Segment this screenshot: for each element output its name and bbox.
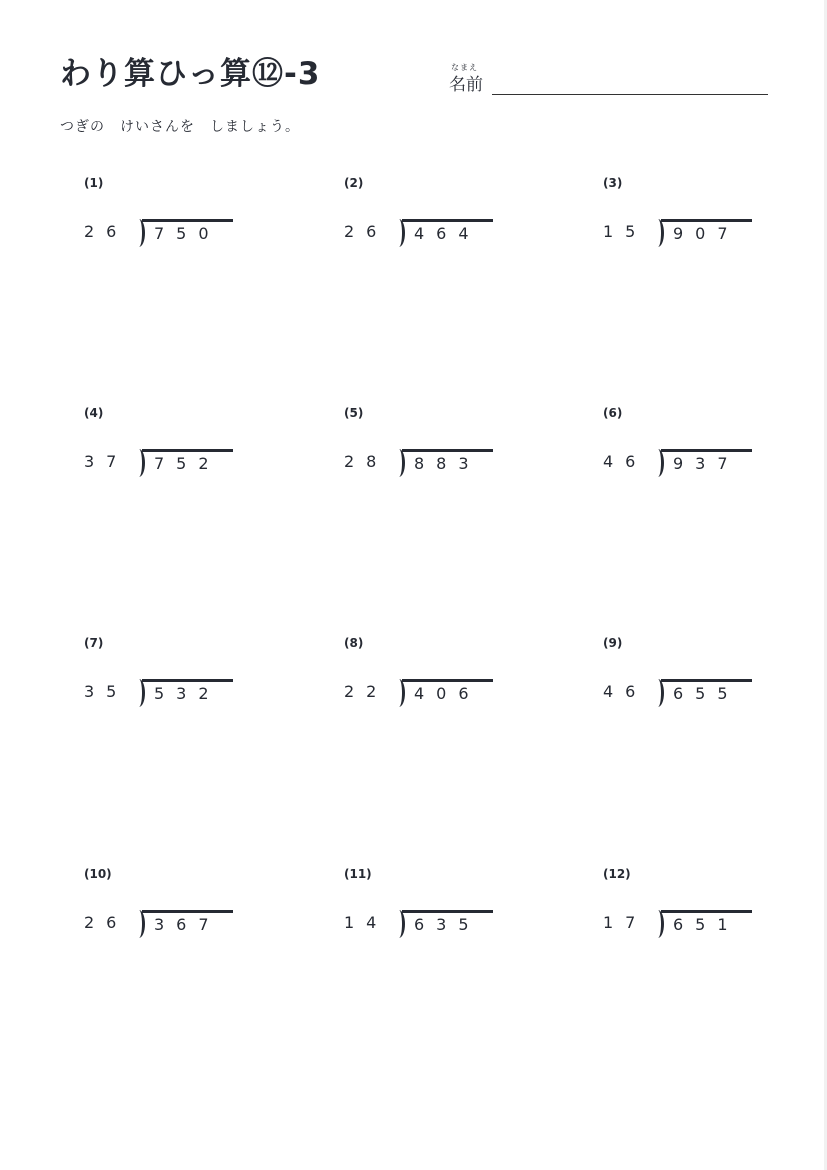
division-bar <box>142 449 233 452</box>
divisor: 26 <box>84 222 129 241</box>
dividend: 464 <box>414 224 481 243</box>
division-problem <box>84 636 284 726</box>
division-bar <box>661 679 752 682</box>
name-label: 名前 <box>449 75 483 95</box>
division-bracket <box>393 219 405 247</box>
instruction-text: つぎの けいさんを しましょう。 <box>60 119 300 135</box>
problem-number: (8) <box>344 636 364 650</box>
dividend: 406 <box>414 684 481 703</box>
divisor: 46 <box>603 452 648 471</box>
dividend: 635 <box>414 915 481 934</box>
problem-number: (5) <box>344 406 364 420</box>
division-bracket <box>652 679 664 707</box>
problem-number: (7) <box>84 636 104 650</box>
division-bar <box>402 219 493 222</box>
division-bracket <box>393 449 405 477</box>
division-bar <box>402 910 493 913</box>
division-bar <box>661 219 752 222</box>
division-problem <box>603 176 803 266</box>
division-bracket <box>133 449 145 477</box>
division-bracket <box>652 219 664 247</box>
problem-number: (9) <box>603 636 623 650</box>
divisor: 28 <box>344 452 389 471</box>
problem-number: (12) <box>603 867 631 881</box>
division-bracket <box>393 910 405 938</box>
name-writing-line[interactable] <box>492 94 768 95</box>
divisor: 37 <box>84 452 129 471</box>
division-bar <box>661 910 752 913</box>
division-bar <box>142 679 233 682</box>
dividend: 752 <box>154 454 221 473</box>
division-bar <box>402 449 493 452</box>
divisor: 46 <box>603 682 648 701</box>
division-problem <box>84 867 284 957</box>
dividend: 651 <box>673 915 740 934</box>
name-furigana: なまえ <box>451 63 478 72</box>
divisor: 14 <box>344 913 389 932</box>
dividend: 937 <box>673 454 740 473</box>
division-problem <box>603 867 803 957</box>
division-problem <box>344 867 544 957</box>
problem-number: (1) <box>84 176 104 190</box>
division-bar <box>142 219 233 222</box>
divisor: 35 <box>84 682 129 701</box>
problem-number: (6) <box>603 406 623 420</box>
dividend: 883 <box>414 454 481 473</box>
division-problem <box>344 406 544 496</box>
division-problem <box>603 406 803 496</box>
worksheet-title: わり算ひっ算⑫-3 <box>60 56 321 92</box>
division-bracket <box>133 910 145 938</box>
division-bar <box>402 679 493 682</box>
division-bar <box>142 910 233 913</box>
division-bracket <box>133 679 145 707</box>
dividend: 367 <box>154 915 221 934</box>
divisor: 26 <box>344 222 389 241</box>
division-bracket <box>133 219 145 247</box>
name-field-block <box>449 62 769 98</box>
dividend: 532 <box>154 684 221 703</box>
divisor: 22 <box>344 682 389 701</box>
divisor: 17 <box>603 913 648 932</box>
division-bracket <box>652 449 664 477</box>
division-bracket <box>393 679 405 707</box>
divisor: 15 <box>603 222 648 241</box>
divisor: 26 <box>84 913 129 932</box>
division-problem <box>603 636 803 726</box>
problem-number: (11) <box>344 867 372 881</box>
problem-number: (4) <box>84 406 104 420</box>
dividend: 655 <box>673 684 740 703</box>
problem-number: (3) <box>603 176 623 190</box>
dividend: 907 <box>673 224 740 243</box>
division-bar <box>661 449 752 452</box>
problem-number: (2) <box>344 176 364 190</box>
division-problem <box>84 176 284 266</box>
division-bracket <box>652 910 664 938</box>
dividend: 750 <box>154 224 221 243</box>
problem-number: (10) <box>84 867 112 881</box>
division-problem <box>344 176 544 266</box>
division-problem <box>344 636 544 726</box>
division-problem <box>84 406 284 496</box>
